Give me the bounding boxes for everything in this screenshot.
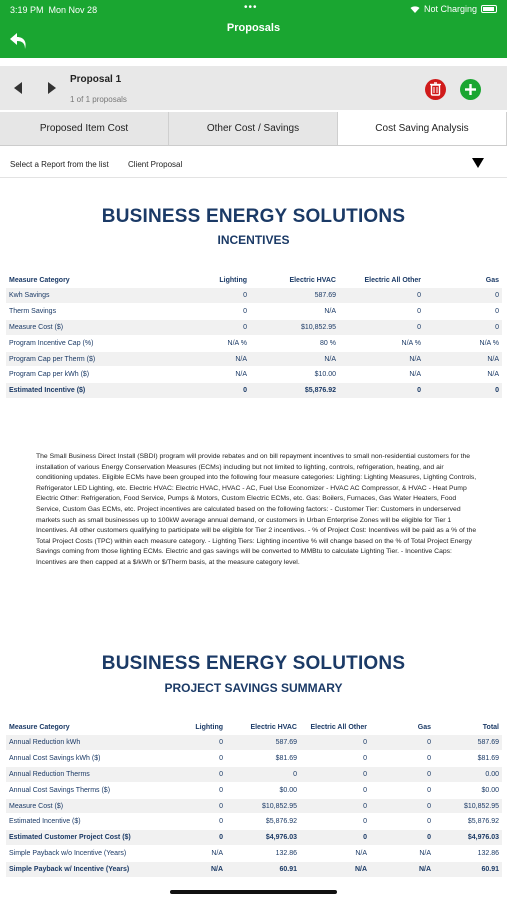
table-cell: 0	[156, 830, 226, 846]
battery-icon	[481, 5, 497, 13]
row-label: Program Cap per kWh ($)	[6, 367, 156, 383]
proposal-bar	[0, 66, 507, 110]
previous-proposal-icon[interactable]	[14, 82, 22, 94]
table-row	[6, 814, 502, 830]
report-selector-label: Select a Report from the list	[10, 160, 109, 169]
table-row	[6, 335, 502, 351]
column-header: Electric All Other	[310, 723, 367, 731]
table-cell: N/A	[339, 351, 424, 367]
table-cell: 0	[300, 782, 370, 798]
table-cell: 0	[156, 782, 226, 798]
table-cell: N/A	[250, 351, 339, 367]
table-row	[6, 351, 502, 367]
row-label: Measure Cost ($)	[6, 320, 156, 336]
table-cell: 0	[156, 288, 250, 304]
report-selector[interactable]	[0, 150, 507, 178]
table-cell: 0	[424, 288, 502, 304]
table-cell: 0	[370, 751, 434, 767]
table-cell: 0	[156, 383, 250, 399]
table-cell: $4,976.03	[434, 830, 502, 846]
table-cell: 0	[370, 830, 434, 846]
table-cell: $4,976.03	[226, 830, 300, 846]
table-cell: $0.00	[434, 782, 502, 798]
page-title: Proposals	[226, 22, 281, 34]
column-header: Lighting	[219, 276, 247, 284]
table-row	[6, 830, 502, 846]
row-label: Annual Reduction kWh	[6, 735, 156, 751]
column-header: Lighting	[195, 723, 223, 731]
table-cell: 0	[424, 304, 502, 320]
table-cell: 0	[300, 751, 370, 767]
column-header: Electric All Other	[364, 276, 421, 284]
table-cell: N/A	[339, 367, 424, 383]
table-cell: 0	[156, 304, 250, 320]
table-cell: 0	[156, 798, 226, 814]
table-cell: $5,876.92	[250, 383, 339, 399]
table-cell: 0	[370, 735, 434, 751]
table-cell: N/A	[300, 846, 370, 862]
table-cell: 0	[300, 767, 370, 783]
row-label: Therm Savings	[6, 304, 156, 320]
table-cell: 587.69	[250, 288, 339, 304]
table-cell: 0	[424, 320, 502, 336]
savings-subtitle: PROJECT SAVINGS SUMMARY	[164, 681, 343, 695]
table-cell: 0	[156, 320, 250, 336]
table-cell: $81.69	[226, 751, 300, 767]
table-cell: $0.00	[226, 782, 300, 798]
table-row	[6, 798, 502, 814]
column-header: Electric HVAC	[289, 276, 336, 284]
next-proposal-icon[interactable]	[48, 82, 56, 94]
incentives-subtitle: INCENTIVES	[217, 233, 290, 247]
table-row	[6, 751, 502, 767]
table-cell: 0	[339, 304, 424, 320]
table-cell: $10,852.95	[226, 798, 300, 814]
column-header: Total	[482, 723, 499, 731]
program-description: The Small Business Direct Install (SBDI) program will provide rebates and on bill repayment incentives to small non-residential customers for the installation of various Energy Conservation Measures (ECMs) including but not limited to lighting, controls, refrigeration, heating, and air conditioning updates. Eligible ECMs have been grouped into the following four measure categories: Lighting: Lighting Measures, Lighting Controls, Refrigerator LED Lighting, etc. Electric HVAC: Electric HVAC, HVAC - AC, Fuel Use Economizer - HVAC AC Compressor, & HVAC - Heat Pump Electric Other: Refrigeration, Food Service, Pumps & Motors, Custom Electric ECMs, etc. Gas: Boilers, Furnaces, Gas Water Heaters, Food Service, Custom Gas ECMs, etc. Project incentives are calculated based on the following factors: - Customer Tier: Customers in underserved markets such as small businesses up to 100kW average annual demand, or customers in Urban Enterprise Zones will be eligible for Tier 1 Incentives. All other customers qualifying to participate will be eligible for Tier 2 incentives. - % of Project Cost: Incentives will be paid as a % of the Total Project Costs (TPC) within each measure category. - Lighting Tiers: Lighting incentive % will change based on the % of Total Project Energy Savings coming from those lighting ECMs. Electric and gas savings will be converted to MMBtu to calculate Lighting Tier. - Incentive Caps: Incentives are then capped at a $/kWh or $/Therm basis, at the measure category level.	[36, 453, 477, 566]
table-cell: 0	[424, 383, 502, 399]
dropdown-caret-icon[interactable]	[472, 158, 484, 168]
table-cell: N/A %	[156, 335, 250, 351]
row-label: Annual Cost Savings Therms ($)	[6, 782, 156, 798]
trash-icon	[425, 79, 446, 100]
column-header: Gas	[417, 723, 431, 731]
row-label: Simple Payback w/o Incentive (Years)	[6, 846, 156, 862]
multitask-dots[interactable]: •••	[244, 2, 258, 13]
table-cell: $5,876.92	[226, 814, 300, 830]
table-row	[6, 782, 502, 798]
table-row	[6, 288, 502, 304]
add-proposal-button[interactable]	[460, 79, 481, 100]
incentives-table-body	[6, 288, 502, 399]
table-cell: $10,852.95	[434, 798, 502, 814]
column-header: Measure Category	[9, 276, 70, 284]
table-cell: $81.69	[434, 751, 502, 767]
row-label: Measure Cost ($)	[6, 798, 156, 814]
table-cell: 0	[339, 320, 424, 336]
table-cell: 0	[156, 767, 226, 783]
table-cell: N/A %	[424, 335, 502, 351]
table-cell: $5,876.92	[434, 814, 502, 830]
tab-bar	[0, 112, 507, 146]
table-cell: N/A	[370, 861, 434, 877]
row-label: Annual Cost Savings kWh ($)	[6, 751, 156, 767]
table-cell: 0	[339, 383, 424, 399]
table-row	[6, 320, 502, 336]
status-right	[410, 4, 497, 14]
table-cell: N/A	[250, 304, 339, 320]
table-cell: 60.91	[226, 861, 300, 877]
table-cell: 0	[226, 767, 300, 783]
table-cell: N/A	[300, 861, 370, 877]
table-cell: 0	[156, 814, 226, 830]
table-cell: 0	[300, 798, 370, 814]
table-cell: 587.69	[226, 735, 300, 751]
table-cell: 0	[370, 767, 434, 783]
proposal-name: Proposal 1	[70, 74, 122, 85]
table-cell: 0	[156, 751, 226, 767]
table-cell: 0	[370, 798, 434, 814]
row-label: Program Incentive Cap (%)	[6, 335, 156, 351]
table-row	[6, 861, 502, 877]
report-selector-value[interactable]: Client Proposal	[128, 160, 183, 169]
charging-status: Not Charging	[423, 4, 477, 14]
column-header: Gas	[485, 276, 499, 284]
table-cell: 0	[300, 814, 370, 830]
savings-table-body	[6, 735, 502, 877]
nav-bar	[0, 20, 507, 58]
table-cell: N/A %	[339, 335, 424, 351]
table-row	[6, 735, 502, 751]
table-row	[6, 383, 502, 399]
row-label: Estimated Incentive ($)	[6, 383, 156, 399]
row-label: Program Cap per Therm ($)	[6, 351, 156, 367]
column-header: Electric HVAC	[250, 723, 297, 731]
table-cell: N/A	[156, 846, 226, 862]
row-label: Estimated Incentive ($)	[6, 814, 156, 830]
home-indicator[interactable]	[170, 890, 337, 894]
proposal-count: 1 of 1 proposals	[70, 95, 127, 104]
table-cell: 0	[300, 735, 370, 751]
table-cell: N/A	[424, 367, 502, 383]
incentives-table	[6, 272, 502, 399]
wifi-icon	[410, 5, 420, 13]
tab-proposed-item-cost[interactable]: Proposed Item Cost	[0, 112, 169, 145]
row-label: Simple Payback w/ Incentive (Years)	[6, 861, 156, 877]
table-cell: 587.69	[434, 735, 502, 751]
savings-header-row	[6, 719, 502, 735]
savings-title: BUSINESS ENERGY SOLUTIONS	[101, 653, 406, 674]
table-cell: 0.00	[434, 767, 502, 783]
table-cell: 0	[370, 814, 434, 830]
table-cell: 60.91	[434, 861, 502, 877]
table-cell: 0	[339, 288, 424, 304]
row-label: Annual Reduction Therms	[6, 767, 156, 783]
row-label: Estimated Customer Project Cost ($)	[6, 830, 156, 846]
table-cell: 0	[370, 782, 434, 798]
incentives-title: BUSINESS ENERGY SOLUTIONS	[101, 206, 406, 227]
table-row	[6, 367, 502, 383]
delete-proposal-button[interactable]	[425, 79, 446, 100]
table-cell: N/A	[156, 367, 250, 383]
table-cell: N/A	[156, 351, 250, 367]
column-header: Measure Category	[9, 723, 70, 731]
table-cell: 132.86	[434, 846, 502, 862]
plus-icon	[460, 79, 481, 100]
table-cell: N/A	[156, 861, 226, 877]
status-bar	[0, 0, 507, 20]
table-cell: $10.00	[250, 367, 339, 383]
table-cell: $10,852.95	[250, 320, 339, 336]
incentives-header-row	[6, 272, 502, 288]
savings-table	[6, 719, 502, 878]
table-row	[6, 304, 502, 320]
table-cell: 0	[156, 735, 226, 751]
tab-cost-saving-analysis[interactable]: Cost Saving Analysis	[338, 112, 507, 145]
table-cell: 0	[300, 830, 370, 846]
row-label: Kwh Savings	[6, 288, 156, 304]
status-time: 3:19 PM Mon Nov 28	[10, 5, 98, 15]
table-row	[6, 846, 502, 862]
table-row	[6, 767, 502, 783]
back-arrow-icon[interactable]	[8, 30, 30, 52]
table-cell: N/A	[424, 351, 502, 367]
table-cell: 132.86	[226, 846, 300, 862]
table-cell: N/A	[370, 846, 434, 862]
tab-other-cost-savings[interactable]: Other Cost / Savings	[169, 112, 338, 145]
table-cell: 80 %	[250, 335, 339, 351]
